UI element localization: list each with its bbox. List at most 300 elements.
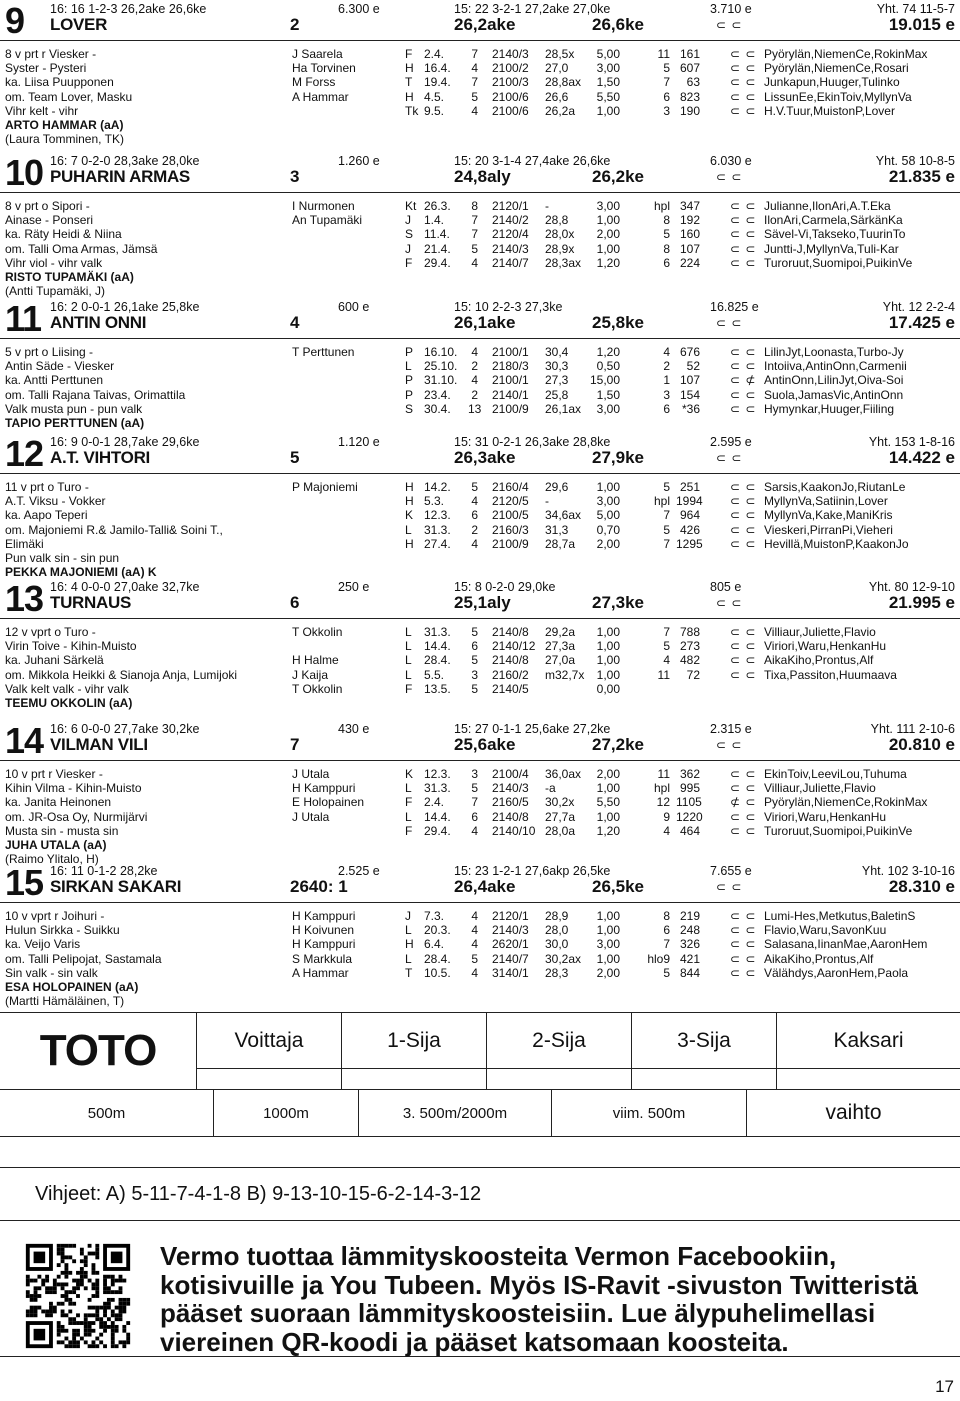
horse-header (0, 433, 960, 474)
race-time: - (545, 494, 549, 509)
race-comment: Julianne,IlonAri,A.T.Eka (764, 199, 891, 213)
stats-2016: 16: 7 0-2-0 28,3ake 28,0ke (50, 154, 200, 168)
race-points: 347 (679, 199, 700, 213)
race-odds: 5,00 (596, 47, 620, 61)
driver (292, 537, 358, 551)
race-odds: 1,20 (596, 255, 620, 270)
race-comment-column (764, 47, 927, 118)
total-earnings: 19.015 e (888, 15, 955, 34)
toto-header-3-sija: 3-Sija (631, 1012, 777, 1069)
shoe-icon: ⊂ ⊂ (730, 781, 757, 796)
toto-header-kaksari: Kaksari (776, 1012, 960, 1069)
race-comment: MyllynVa,Satiinin,Lover (764, 494, 888, 509)
race-distance: 2120/5 (492, 494, 529, 509)
race-no-column (468, 345, 482, 416)
race-comment: Hymynkar,Huuger,Fiiling (764, 401, 895, 416)
trainer: ARTO HAMMAR (aA) (5, 117, 124, 132)
shoe-icon: ⊂ ⊂ (716, 18, 743, 32)
shoe-icon: ⊂ ⊂ (716, 596, 743, 610)
race-time: 26,2a (545, 103, 576, 118)
race-odds-column (582, 909, 620, 980)
race-time-column (545, 767, 581, 838)
race-comment: Villiaur,Juliette,Flavio (764, 781, 876, 796)
race-points: 1295 (676, 536, 703, 551)
driver: T Perttunen (292, 345, 355, 359)
prize-2016: 2.525 e (338, 864, 380, 878)
prize-2015: 2.315 e (710, 722, 752, 736)
race-points: 421 (679, 951, 700, 966)
race-distance: 2100/2 (492, 61, 529, 76)
driver: J Utala (292, 809, 330, 824)
race-track-column (405, 625, 412, 696)
race-odds-column (582, 47, 620, 118)
race-odds: 2,00 (596, 965, 620, 980)
race-odds-column (582, 345, 620, 416)
driver: T Okkolin (292, 625, 343, 639)
info-line: ka. Janita Heinonen (5, 795, 112, 810)
trainer-extra: (Martti Hämäläinen, T) (5, 994, 125, 1009)
race-no: 4 (471, 536, 478, 551)
shoe-icon: ⊂ ⊂ (730, 667, 757, 682)
race-place: 11 (657, 47, 670, 61)
info-line: 8 v prt r Viesker - (5, 47, 97, 61)
race-no: 7 (471, 213, 478, 228)
race-track: L (405, 653, 412, 668)
stats-2015: 15: 23 1-2-1 27,6akp 26,5ke (454, 864, 611, 878)
horse-name: LOVER (50, 15, 108, 34)
race-comment: EkinToiv,LeeviLou,Tuhuma (764, 767, 907, 781)
race-place: 4 (663, 345, 670, 359)
shoe-icon-column (730, 345, 756, 416)
race-date: 12.3. (424, 508, 451, 523)
race-distance: 2100/1 (492, 345, 529, 359)
race-distance: 2140/3 (492, 47, 529, 61)
shoe-icon-column (730, 47, 756, 118)
race-distance: 2140/8 (492, 809, 529, 824)
race-time: 26,1ax (545, 401, 582, 416)
race-date: 31.10. (424, 373, 458, 388)
shoe-icon: ⊂ ⊂ (730, 937, 757, 952)
race-points: 426 (679, 522, 700, 537)
race-no: 3 (471, 767, 478, 781)
race-no: 2 (471, 387, 478, 402)
race-no: 5 (471, 681, 478, 696)
race-date: 5.3. (424, 494, 445, 509)
race-date-column (424, 345, 457, 416)
race-no: 6 (471, 508, 478, 523)
race-comment: Intoiiva,AntinOnn,Carmenii (764, 359, 907, 374)
track-position: 3 (290, 167, 300, 186)
race-date: 2.4. (424, 795, 445, 810)
race-date: 16.10. (424, 345, 458, 359)
race-track-column (405, 480, 414, 551)
race-time: 27,3 (545, 373, 569, 388)
shoe-icon: ⊂ ⊂ (730, 923, 757, 938)
race-odds: 1,50 (596, 387, 620, 402)
total-earnings: 21.835 e (888, 167, 955, 186)
horse-info (5, 767, 147, 866)
race-odds-column (582, 480, 620, 551)
race-no-column (468, 909, 478, 980)
race-comment-column (764, 480, 909, 551)
race-points-column (676, 345, 700, 416)
total-stats: Yht. 102 3-10-16 (861, 864, 955, 878)
info-line: ka. Veijo Varis (5, 937, 81, 952)
race-place: 5 (663, 522, 670, 537)
driver-column (292, 767, 364, 838)
race-distance: 2140/2 (492, 213, 529, 228)
trainer: JUHA UTALA (aA) (5, 837, 107, 852)
race-odds: 1,00 (596, 625, 620, 639)
race-comment: AikaKiho,Prontus,Alf (764, 653, 874, 668)
shoe-icon: ⊂ ⊂ (716, 316, 743, 330)
page-number: 17 (935, 1377, 954, 1396)
shoe-icon (730, 682, 756, 696)
qr-code-icon[interactable] (22, 1240, 134, 1352)
race-track: H (405, 89, 414, 104)
race-time: 28,9 (545, 909, 569, 923)
horse-name: ANTIN ONNI (50, 313, 147, 332)
race-track-column (405, 345, 413, 416)
race-place: 6 (663, 89, 670, 104)
info-line: 8 v prt o Sipori - (5, 199, 90, 213)
toto-cell-3-sija (631, 1068, 777, 1090)
race-track: L (405, 923, 412, 938)
horse-entry (0, 862, 960, 1009)
race-comment: IlonAri,Carmela,SärkänKa (764, 213, 903, 228)
race-no: 4 (471, 965, 478, 980)
race-place: hpl (653, 781, 670, 796)
race-time: 28,7a (545, 536, 576, 551)
race-place: 5 (663, 480, 670, 494)
trainer: TAPIO PERTTUNEN (aA) (5, 415, 145, 430)
race-no: 5 (471, 951, 478, 966)
shoe-icon: ⊂ ⊂ (730, 522, 757, 537)
race-date: 20.3. (424, 923, 451, 938)
race-odds: 1,00 (596, 653, 620, 668)
race-points (676, 682, 700, 696)
race-time: 27,7a (545, 809, 576, 824)
best-record-2: 27,3ke (592, 593, 644, 612)
toto-bottom-spacer (0, 1136, 960, 1168)
race-time-column (545, 345, 581, 416)
race-place-column (634, 47, 670, 118)
start-number: 14 (5, 720, 44, 761)
race-points: 1105 (676, 795, 702, 810)
race-date: 31.3. (424, 781, 451, 796)
race-date: 16.4. (424, 61, 451, 76)
driver-column (292, 47, 356, 118)
race-points: 107 (679, 241, 700, 256)
track-position: 5 (290, 448, 300, 467)
race-comment: Vieskeri,PirranPi,Vieheri (764, 522, 893, 537)
trainer-extra: (Antti Tupamäki, J) (5, 284, 106, 299)
toto-cell-2-sija (486, 1068, 632, 1090)
race-comment-column (764, 199, 912, 270)
race-place-column (634, 767, 670, 838)
driver (292, 639, 342, 653)
race-odds: 3,00 (596, 199, 620, 213)
race-date: 10.5. (424, 965, 451, 980)
horse-header (0, 862, 960, 903)
race-odds: 5,00 (596, 508, 620, 523)
info-line: om. Talli Pelipojat, Sastamala (5, 951, 162, 966)
race-odds: 0,50 (596, 359, 620, 374)
stats-2015: 15: 20 3-1-4 27,4ake 26,6ke (454, 154, 611, 168)
race-place (634, 682, 670, 696)
driver: H Koivunen (292, 923, 355, 938)
race-points: 190 (679, 103, 700, 118)
race-no: 6 (471, 809, 478, 824)
stats-2015: 15: 10 2-2-3 27,3ke (454, 300, 563, 314)
race-comment: Flavio,Waru,SavonKuu (764, 923, 887, 938)
prize-2016: 600 e (338, 300, 370, 314)
horse-name: TURNAUS (50, 593, 132, 612)
prize-2016: 6.300 e (338, 2, 380, 16)
race-place: 3 (663, 387, 670, 402)
race-place-column (634, 480, 670, 551)
driver-column (292, 625, 342, 696)
info-line: om. JR-Osa Oy, Nurmijärvi (5, 809, 148, 824)
prize-2016: 1.260 e (338, 154, 380, 168)
race-track: Tk (405, 103, 419, 118)
info-line: om. Team Lover, Masku (5, 89, 133, 104)
driver (292, 104, 356, 118)
shoe-icon: ⊂ ⊂ (730, 909, 757, 923)
race-place: 11 (657, 767, 670, 781)
race-track: L (405, 359, 412, 374)
race-distance: 2120/1 (492, 909, 529, 923)
total-stats: Yht. 111 2-10-6 (870, 722, 955, 736)
race-distance: 2140/3 (492, 241, 529, 256)
stats-2015: 15: 27 0-1-1 25,6ake 27,2ke (454, 722, 611, 736)
race-place: 11 (657, 667, 670, 682)
race-distance-column (492, 199, 529, 270)
race-place: 4 (663, 823, 670, 838)
prize-2016: 250 e (338, 580, 370, 594)
info-line: Ainase - Ponseri (5, 213, 94, 228)
driver: E Holopainen (292, 795, 365, 810)
best-record: 24,8aly (454, 167, 511, 186)
driver: H Kamppuri (292, 937, 356, 952)
race-time: 28,0x (545, 227, 575, 242)
shoe-icon-column (730, 625, 756, 696)
race-odds: 1,00 (596, 951, 620, 966)
shoe-icon: ⊂ ⊂ (716, 880, 743, 894)
shoe-icon: ⊂ ⊄ (730, 373, 757, 388)
race-comment: Salasana,IinanMae,AaronHem (764, 937, 928, 952)
total-earnings: 28.310 e (888, 877, 955, 896)
shoe-icon: ⊂ ⊂ (730, 965, 757, 980)
race-track: F (405, 681, 413, 696)
race-time: 30,2x (545, 795, 575, 810)
race-no: 7 (471, 227, 478, 242)
race-comment: H.V.Tuur,MuistonP,Lover (764, 103, 895, 118)
race-place: 9 (663, 809, 670, 824)
race-no-column (468, 199, 478, 270)
race-place: 2 (663, 359, 670, 374)
track-position: 2 (290, 15, 300, 34)
race-points-column (676, 199, 700, 270)
total-stats: Yht. 80 12-9-10 (868, 580, 955, 594)
shoe-icon: ⊂ ⊂ (730, 89, 757, 104)
info-line: 10 v vprt r Joihuri - (5, 909, 105, 923)
race-comment: Sarsis,KaakonJo,RiutanLe (764, 480, 906, 494)
track-position: 7 (290, 735, 300, 754)
race-time: 28,3 (545, 965, 569, 980)
race-distance: 2120/1 (492, 199, 529, 213)
total-stats: Yht. 12 2-2-4 (882, 300, 955, 314)
horse-header (0, 720, 960, 761)
race-comment: MyllynVa,Kake,ManiKris (764, 508, 893, 523)
shoe-icon: ⊂ ⊂ (730, 345, 757, 359)
race-no: 5 (471, 625, 478, 639)
race-points: 823 (679, 89, 700, 104)
race-no-column (468, 47, 478, 118)
race-date: 31.3. (424, 522, 451, 537)
race-date: 31.3. (424, 625, 451, 639)
driver: Ha Torvinen (292, 61, 356, 76)
info-line: Vihr kelt - vihr (5, 103, 79, 118)
toto-header-voittaja: Voittaja (196, 1012, 342, 1069)
total-earnings: 17.425 e (888, 313, 955, 332)
race-time: 29,6 (545, 480, 569, 494)
race-points: 251 (679, 480, 700, 494)
race-odds: 1,00 (596, 667, 620, 682)
driver-column (292, 480, 358, 551)
race-time-column (545, 47, 581, 118)
race-track-column (405, 909, 414, 980)
race-comment: Turoruut,Suomipoi,PuikinVe (764, 255, 913, 270)
race-no: 5 (471, 781, 478, 796)
race-place: 5 (663, 639, 670, 654)
race-points: 63 (686, 75, 700, 90)
race-no: 6 (471, 639, 478, 654)
race-distance: 2160/3 (492, 522, 529, 537)
trainer: PEKKA MAJONIEMI (aA) K (5, 565, 157, 580)
race-date: 5.5. (424, 667, 445, 682)
race-comment: Välähdys,AaronHem,Paola (764, 965, 909, 980)
driver (292, 227, 362, 241)
race-distance: 2100/9 (492, 536, 529, 551)
shoe-icon: ⊂ ⊂ (730, 75, 757, 90)
race-odds: 1,50 (596, 75, 620, 90)
stats-2015: 15: 8 0-2-0 29,0ke (454, 580, 556, 594)
race-time: 28,8ax (545, 75, 582, 90)
toto-cell-voittaja (196, 1068, 342, 1090)
horse-entry (0, 433, 960, 580)
race-track: F (405, 47, 413, 61)
prize-2016: 1.120 e (338, 435, 380, 449)
race-distance: 2160/5 (492, 795, 529, 810)
shoe-icon: ⊂ ⊂ (730, 401, 757, 416)
race-comment: LilinJyt,Loonasta,Turbo-Jy (764, 345, 904, 359)
toto-header-2-sija: 2-Sija (486, 1012, 632, 1069)
shoe-icon: ⊂ ⊂ (730, 536, 757, 551)
race-date: 25.10. (424, 359, 458, 374)
race-points: 248 (679, 923, 700, 938)
race-comment: Villiaur,Juliette,Flavio (764, 625, 876, 639)
race-place: 8 (663, 213, 670, 228)
race-points: 154 (679, 387, 700, 402)
start-number: 13 (5, 578, 44, 619)
race-distance: 2140/7 (492, 255, 529, 270)
race-distance-column (492, 480, 529, 551)
race-place: 8 (663, 241, 670, 256)
race-points: 224 (679, 255, 700, 270)
race-points: 273 (679, 639, 700, 654)
driver: P Majoniemi (292, 480, 358, 494)
best-record: 25,1aly (454, 593, 511, 612)
trainer-extra: (Raimo Ylitalo, H) (5, 852, 99, 867)
total-stats: Yht. 74 11-5-7 (876, 2, 955, 16)
race-no: 5 (471, 653, 478, 668)
driver (292, 508, 358, 522)
stats-2016: 16: 11 0-1-2 28,2ke (50, 864, 158, 878)
toto-viim-500m: viim. 500m (551, 1089, 747, 1137)
race-place: 6 (663, 923, 670, 938)
driver: H Kamppuri (292, 781, 356, 796)
race-no: 5 (471, 241, 478, 256)
race-date: 21.4. (424, 241, 451, 256)
trainer: ESA HOLOPAINEN (aA) (5, 979, 139, 994)
race-no: 4 (471, 255, 478, 270)
shoe-icon: ⊂ ⊂ (730, 387, 757, 402)
race-track: P (405, 387, 414, 402)
race-date: 28.4. (424, 653, 451, 668)
race-distance-column (492, 909, 529, 980)
race-place-column (634, 625, 670, 696)
race-points: 607 (679, 61, 700, 76)
track-position: 2640: 1 (290, 877, 348, 896)
stats-2016: 16: 16 1-2-3 26,2ake 26,6ke (50, 2, 207, 16)
race-track: K (405, 767, 414, 781)
total-earnings: 20.810 e (888, 735, 955, 754)
race-distance-column (492, 47, 529, 118)
race-points: 107 (679, 373, 700, 388)
race-time: 29,2a (545, 625, 576, 639)
race-points: 1994 (676, 494, 703, 509)
race-place-column (634, 199, 670, 270)
race-date-column (424, 199, 451, 270)
race-no: 7 (471, 795, 478, 810)
race-odds: 2,00 (596, 767, 620, 781)
race-points: 52 (686, 359, 700, 374)
best-record-2: 26,6ke (592, 15, 644, 34)
race-place: 7 (663, 508, 670, 523)
info-line: Elimäki (5, 536, 44, 551)
best-record: 25,6ake (454, 735, 516, 754)
race-distance: 2140/5 (492, 681, 529, 696)
race-no: 5 (471, 480, 478, 494)
race-place: 5 (663, 61, 670, 76)
toto-cell-kaksari (776, 1068, 960, 1090)
race-comment: Turoruut,Suomipoi,PuikinVe (764, 823, 913, 838)
race-place: 7 (663, 536, 670, 551)
race-distance: 2140/1 (492, 387, 529, 402)
race-distance: 2100/6 (492, 103, 529, 118)
race-distance: 2140/7 (492, 951, 529, 966)
race-place: 5 (663, 965, 670, 980)
race-distance: 2100/5 (492, 508, 529, 523)
race-no: 4 (471, 923, 478, 938)
race-time-column (545, 909, 581, 980)
race-comment: Pyörylän,NiemenCe,RokinMax (764, 47, 928, 61)
info-line: om. Majoniemi R.& Jamilo-Talli& Soini T., (5, 522, 223, 537)
race-track: K (405, 508, 414, 523)
race-time: 28,9x (545, 241, 575, 256)
stats-2015: 15: 31 0-2-1 26,3ake 28,8ke (454, 435, 611, 449)
